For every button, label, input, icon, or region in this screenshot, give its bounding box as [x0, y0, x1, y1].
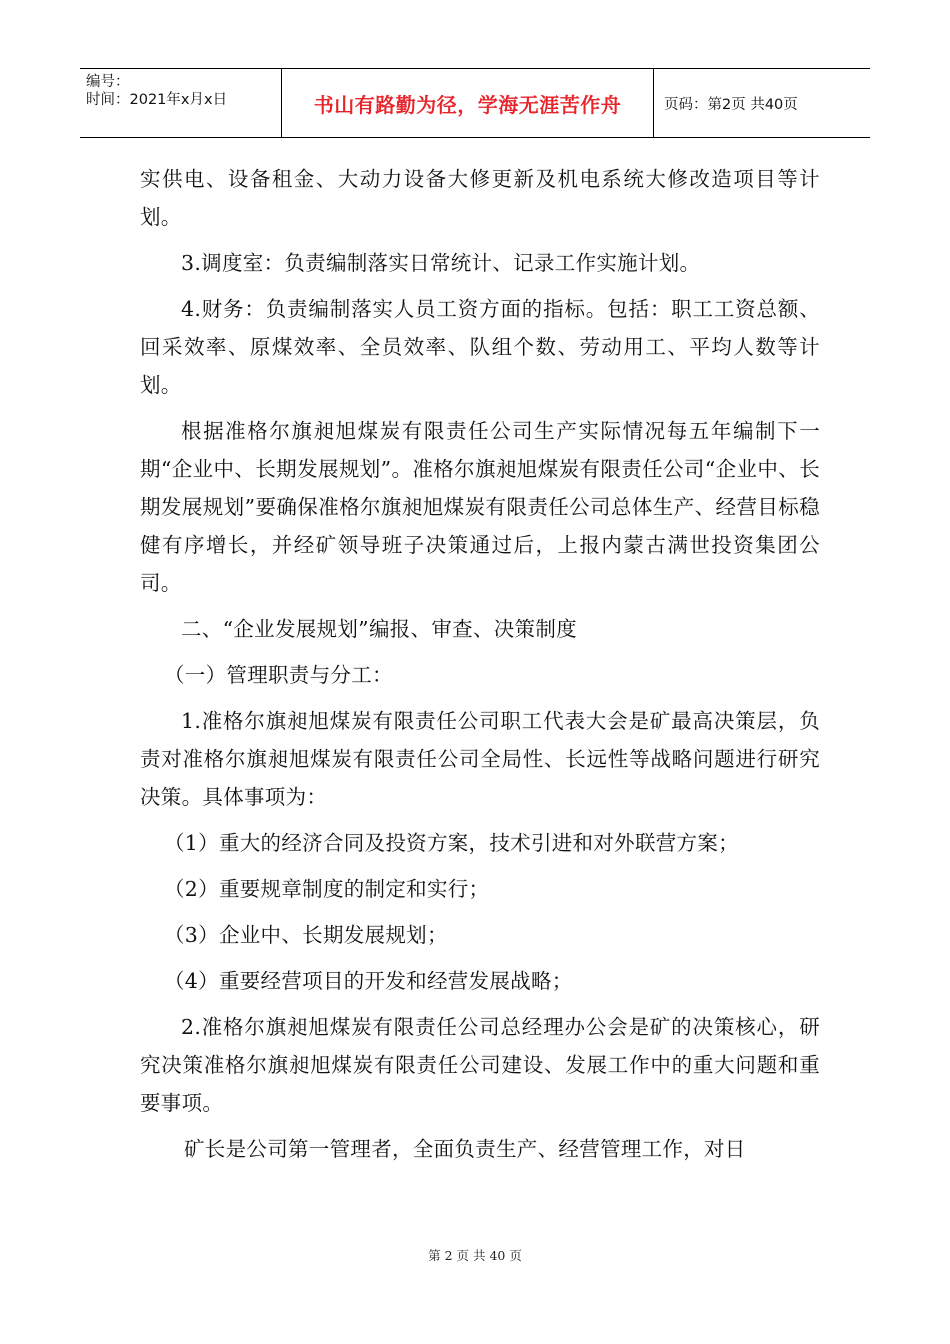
- paragraph: 根据准格尔旗昶旭煤炭有限责任公司生产实际情况每五年编制下一期“企业中、长期发展规划”。准格尔旗昶旭煤炭有限责任公司“企业中、长期发展规划”要确保准格尔旗昶旭煤炭有限责任公司总体生产、经营目标稳健有序增长，并经矿领导班子决策通过后，上报内蒙古满世投资集团公司。: [140, 419, 820, 595]
- paragraph: 2.准格尔旗昶旭煤炭有限责任公司总经理办公会是矿的决策核心，研究决策准格尔旗昶旭煤炭有限责任公司建设、发展工作中的重大问题和重要事项。: [140, 1015, 820, 1115]
- paragraph: 矿长是公司第一管理者，全面负责生产、经营管理工作，对日: [184, 1137, 746, 1161]
- document-time-label: 时间：2021年x月x日: [86, 92, 228, 108]
- paragraph: 4.财务：负责编制落实人员工资方面的指标。包括：职工工资总额、回采效率、原煤效率、全员效率、队组个数、劳动用工、平均人数等计划。: [140, 297, 820, 397]
- list-item: （4）重要经营项目的开发和经营发展战略；: [164, 969, 573, 993]
- list-item: （1）重大的经济合同及投资方案，技术引进和对外联营方案；: [164, 831, 739, 855]
- paragraph: 实供电、设备租金、大动力设备大修更新及机电系统大修改造项目等计划。: [140, 167, 820, 229]
- section-heading: 二、“企业发展规划”编报、审查、决策制度: [181, 617, 577, 641]
- paragraph: 3.调度室：负责编制落实日常统计、记录工作实施计划。: [181, 251, 701, 275]
- list-item: （3）企业中、长期发展规划；: [164, 923, 448, 947]
- list-item: （2）重要规章制度的制定和实行；: [164, 877, 490, 901]
- header-motto: 书山有路勤为径，学海无涯苦作舟: [282, 69, 654, 137]
- document-number-label: 编号：: [86, 74, 130, 90]
- paragraph: 1.准格尔旗昶旭煤炭有限责任公司职工代表大会是矿最高决策层，负责对准格尔旗昶旭煤炭有限责任公司全局性、长远性等战略问题进行研究决策。具体事项为：: [140, 709, 820, 809]
- subsection-heading: （一）管理职责与分工：: [164, 663, 393, 687]
- document-body: [140, 160, 820, 1176]
- page-footer: 第 2 页 共 40 页: [428, 1248, 522, 1263]
- header-page-number: 页码：第2页 共40页: [664, 96, 798, 113]
- header-meta: [80, 69, 282, 137]
- page-header: [80, 68, 870, 138]
